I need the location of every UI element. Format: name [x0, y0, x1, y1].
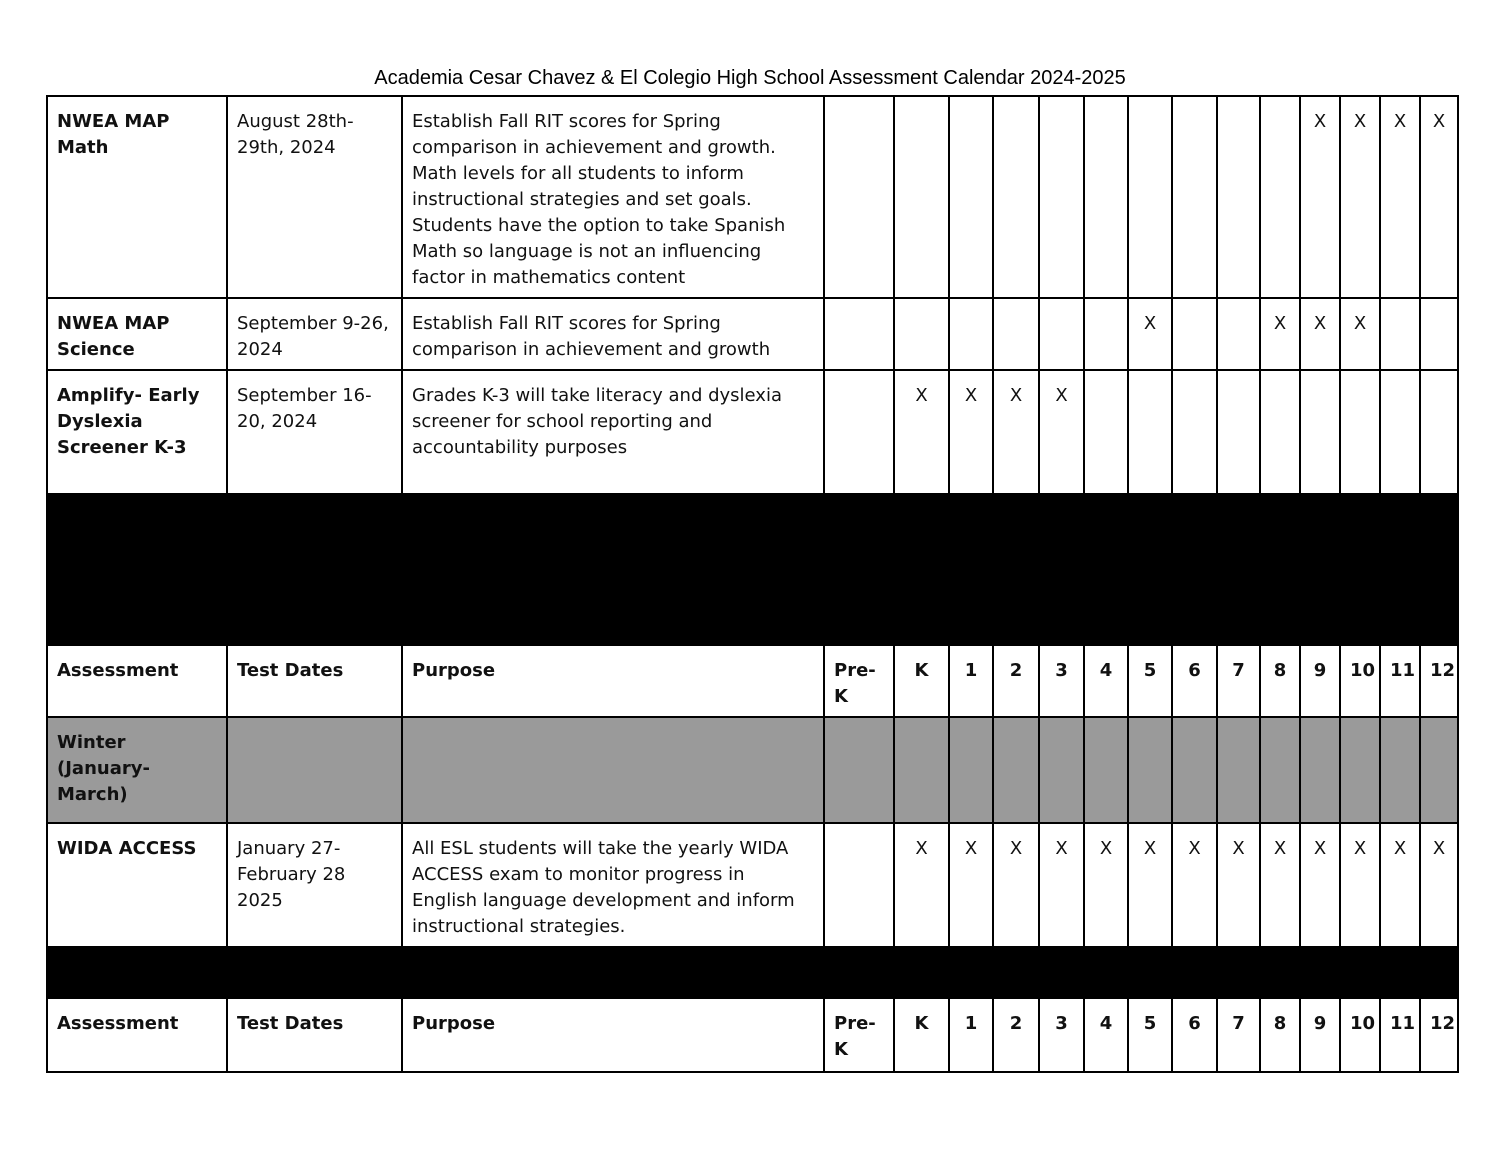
purpose-text: Establish Fall RIT scores for Spring comparison in achievement and growth — [402, 298, 824, 370]
grade-mark-cell — [1380, 298, 1420, 370]
grade-mark-cell: X — [1380, 96, 1420, 298]
grade-mark-cell — [1128, 96, 1172, 298]
header-assessment: Assessment — [47, 645, 227, 717]
grade-mark-cell — [1128, 370, 1172, 494]
grade-mark-cell — [1260, 96, 1300, 298]
season-cell — [1340, 717, 1380, 823]
grade-mark-cell — [1172, 96, 1217, 298]
grade-mark-cell: X — [1340, 96, 1380, 298]
test-dates: September 9-26, 2024 — [227, 298, 402, 370]
grade-header: 4 — [1084, 998, 1128, 1072]
purpose-text: Grades K-3 will take literacy and dyslexia screener for school reporting and accountability purposes — [402, 370, 824, 494]
grade-mark-cell: X — [1128, 823, 1172, 947]
grade-header: 11 — [1380, 645, 1420, 717]
season-cell — [824, 717, 894, 823]
grade-mark-cell — [1217, 298, 1260, 370]
assessment-calendar-table — [46, 95, 1459, 1073]
black-separator-band — [47, 494, 1458, 645]
grade-header: 12 — [1420, 998, 1458, 1072]
table-row — [47, 298, 1458, 370]
test-dates: September 16-20, 2024 — [227, 370, 402, 494]
purpose-text: All ESL students will take the yearly WIDA ACCESS exam to monitor progress in English language development and inform instructional strategies. — [402, 823, 824, 947]
grade-mark-cell: X — [1340, 298, 1380, 370]
separator-cell — [47, 494, 1458, 645]
grade-header: 3 — [1039, 645, 1084, 717]
grade-header: 7 — [1217, 645, 1260, 717]
grade-mark-cell — [894, 298, 949, 370]
grade-mark-cell — [824, 823, 894, 947]
table-row — [47, 823, 1458, 947]
grade-header: Pre-K — [824, 998, 894, 1072]
assessment-name: NWEA MAP Science — [47, 298, 227, 370]
grade-mark-cell — [993, 298, 1039, 370]
grade-mark-cell — [894, 96, 949, 298]
header-purpose: Purpose — [402, 998, 824, 1072]
grade-mark-cell: X — [1420, 96, 1458, 298]
grade-mark-cell — [1172, 370, 1217, 494]
grade-mark-cell — [1380, 370, 1420, 494]
grade-mark-cell: X — [1300, 298, 1340, 370]
header-purpose: Purpose — [402, 645, 824, 717]
grade-mark-cell: X — [993, 823, 1039, 947]
column-header-row — [47, 998, 1458, 1072]
black-separator-band — [47, 947, 1458, 998]
assessment-name: WIDA ACCESS — [47, 823, 227, 947]
column-header-row — [47, 645, 1458, 717]
grade-mark-cell: X — [993, 370, 1039, 494]
test-dates: August 28th-29th, 2024 — [227, 96, 402, 298]
grade-mark-cell — [824, 370, 894, 494]
grade-mark-cell — [1260, 370, 1300, 494]
table-row — [47, 96, 1458, 298]
grade-mark-cell: X — [1039, 370, 1084, 494]
season-row-winter — [47, 717, 1458, 823]
grade-header: K — [894, 998, 949, 1072]
grade-mark-cell — [1084, 370, 1128, 494]
grade-header: 4 — [1084, 645, 1128, 717]
grade-header: 2 — [993, 645, 1039, 717]
grade-mark-cell: X — [1300, 823, 1340, 947]
season-cell — [1260, 717, 1300, 823]
grade-mark-cell — [824, 96, 894, 298]
grade-mark-cell — [1039, 298, 1084, 370]
grade-mark-cell: X — [1260, 823, 1300, 947]
document-title: Academia Cesar Chavez & El Colegio High School Assessment Calendar 2024-2025 — [374, 67, 1126, 89]
grade-mark-cell: X — [1260, 298, 1300, 370]
header-test-dates: Test Dates — [227, 998, 402, 1072]
grade-mark-cell — [993, 96, 1039, 298]
assessment-name: NWEA MAP Math — [47, 96, 227, 298]
grade-header: 11 — [1380, 998, 1420, 1072]
grade-mark-cell — [1084, 96, 1128, 298]
grade-mark-cell: X — [1380, 823, 1420, 947]
grade-header: 5 — [1128, 645, 1172, 717]
grade-mark-cell — [1084, 298, 1128, 370]
grade-mark-cell: X — [1128, 298, 1172, 370]
table-row — [47, 370, 1458, 494]
grade-header: 3 — [1039, 998, 1084, 1072]
grade-mark-cell — [1217, 370, 1260, 494]
grade-header: 8 — [1260, 645, 1300, 717]
grade-header: Pre-K — [824, 645, 894, 717]
header-assessment: Assessment — [47, 998, 227, 1072]
grade-mark-cell: X — [949, 370, 993, 494]
grade-mark-cell — [1420, 370, 1458, 494]
grade-mark-cell — [1420, 298, 1458, 370]
grade-mark-cell — [1340, 370, 1380, 494]
grade-mark-cell: X — [1217, 823, 1260, 947]
grade-header: 5 — [1128, 998, 1172, 1072]
season-cell — [949, 717, 993, 823]
header-test-dates: Test Dates — [227, 645, 402, 717]
grade-mark-cell: X — [1300, 96, 1340, 298]
grade-header: 10 — [1340, 645, 1380, 717]
grade-mark-cell: X — [1172, 823, 1217, 947]
season-cell — [1300, 717, 1340, 823]
grade-mark-cell: X — [949, 823, 993, 947]
purpose-text: Establish Fall RIT scores for Spring comparison in achievement and growth. Math levels for all students to inform instructional strategies and set goals. Students have the option to take Spanish Math so language is not an influencing factor in mathematics content — [402, 96, 824, 298]
season-cell — [1217, 717, 1260, 823]
grade-header: 6 — [1172, 998, 1217, 1072]
grade-mark-cell — [824, 298, 894, 370]
grade-mark-cell — [1172, 298, 1217, 370]
grade-header: 12 — [1420, 645, 1458, 717]
grade-mark-cell: X — [894, 370, 949, 494]
grade-mark-cell — [1300, 370, 1340, 494]
grade-mark-cell: X — [1084, 823, 1128, 947]
grade-header: K — [894, 645, 949, 717]
grade-header: 8 — [1260, 998, 1300, 1072]
grade-header: 10 — [1340, 998, 1380, 1072]
season-cell — [1420, 717, 1458, 823]
season-cell — [1039, 717, 1084, 823]
season-label: Winter (January-March) — [47, 717, 227, 823]
grade-header: 9 — [1300, 998, 1340, 1072]
grade-header: 9 — [1300, 645, 1340, 717]
grade-header: 2 — [993, 998, 1039, 1072]
season-cell — [1128, 717, 1172, 823]
season-cell — [1172, 717, 1217, 823]
season-cell — [402, 717, 824, 823]
grade-mark-cell: X — [1039, 823, 1084, 947]
grade-mark-cell: X — [1340, 823, 1380, 947]
season-cell — [227, 717, 402, 823]
season-cell — [993, 717, 1039, 823]
test-dates: January 27-February 28 2025 — [227, 823, 402, 947]
separator-cell — [47, 947, 1458, 998]
grade-header: 7 — [1217, 998, 1260, 1072]
grade-mark-cell — [949, 96, 993, 298]
season-cell — [1380, 717, 1420, 823]
grade-header: 1 — [949, 645, 993, 717]
grade-header: 1 — [949, 998, 993, 1072]
season-cell — [894, 717, 949, 823]
grade-mark-cell — [949, 298, 993, 370]
grade-mark-cell — [1039, 96, 1084, 298]
grade-header: 6 — [1172, 645, 1217, 717]
grade-mark-cell: X — [894, 823, 949, 947]
season-cell — [1084, 717, 1128, 823]
assessment-name: Amplify- Early Dyslexia Screener K-3 — [47, 370, 227, 494]
grade-mark-cell: X — [1420, 823, 1458, 947]
grade-mark-cell — [1217, 96, 1260, 298]
